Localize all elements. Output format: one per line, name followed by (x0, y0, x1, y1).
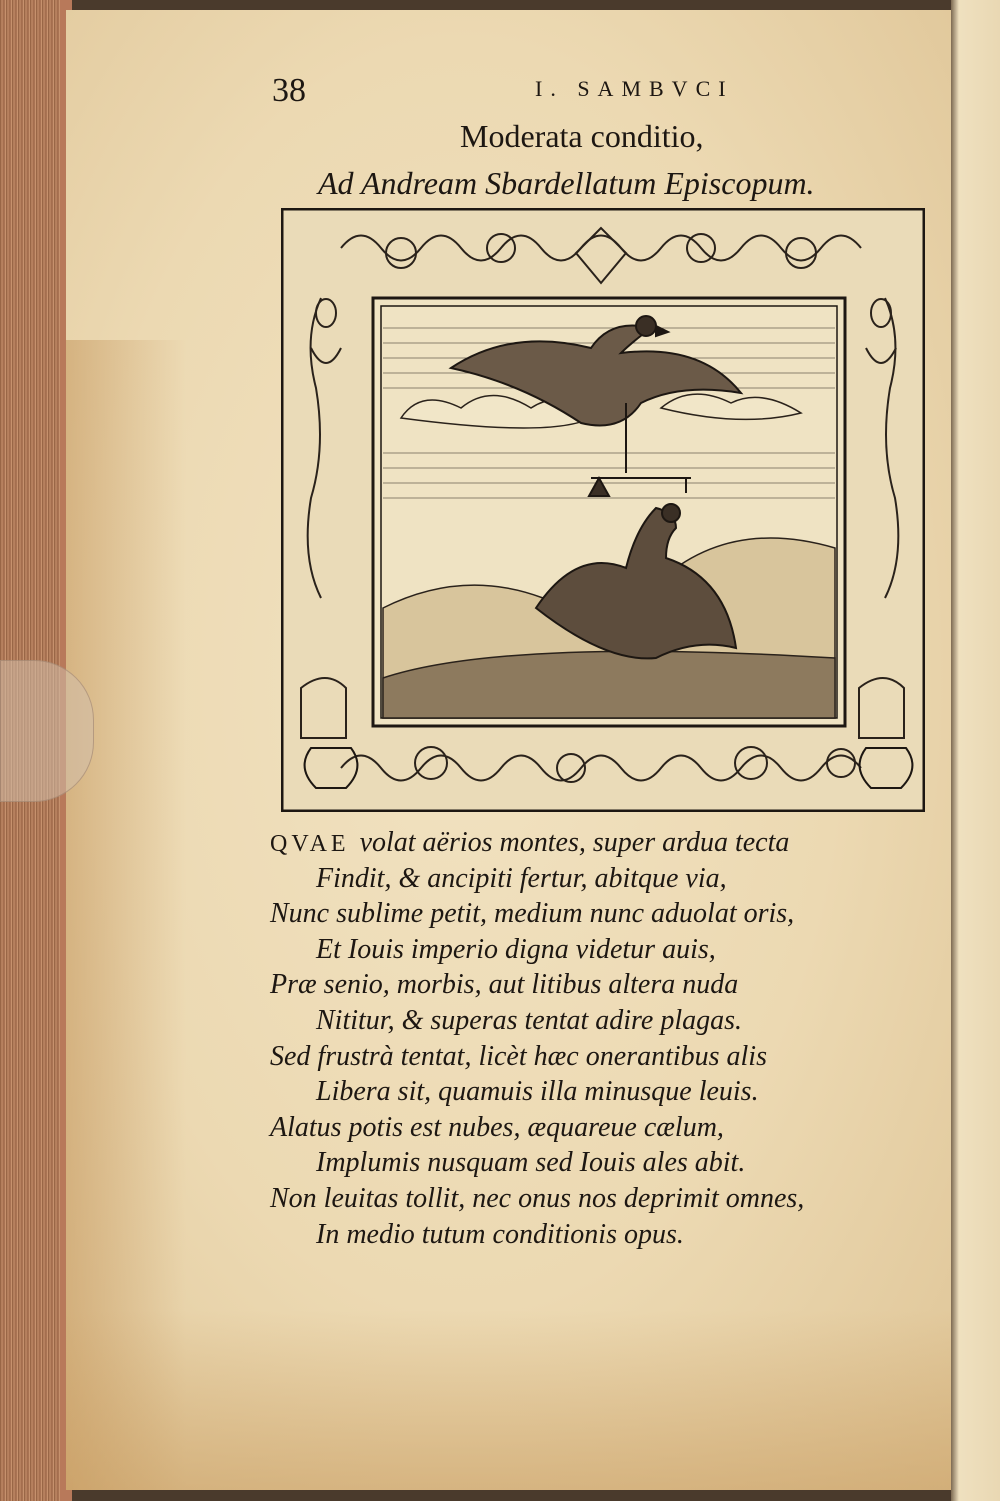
poem-line (270, 896, 920, 932)
water-stain-bottom (66, 1310, 951, 1490)
poem-line (270, 1074, 920, 1110)
emblem-title: Moderata conditio, (460, 118, 704, 154)
poem-line-text: Findit, & ancipiti fertur, abitque via, (316, 862, 727, 894)
poem-line-text: Sed frustrà tentat, licèt hæc onerantibus alis (270, 1040, 767, 1072)
poem-line (270, 1217, 920, 1253)
poem (270, 825, 920, 1252)
poem-line (270, 825, 920, 861)
poem-line-text: Nunc sublime petit, medium nunc aduolat oris, (270, 898, 795, 930)
poem-line (270, 932, 920, 968)
page-number: 38 (272, 72, 306, 109)
poem-line (270, 967, 920, 1003)
poem-line (270, 1039, 920, 1075)
poem-line-text: Alatus potis est nubes, æquareue cælum, (270, 1111, 724, 1143)
running-head: I. SAMBVCI (535, 76, 734, 101)
poem-line-text: Et Iouis imperio digna videtur auis, (316, 933, 716, 965)
facing-page-edge (951, 0, 1000, 1501)
poem-line (270, 1003, 920, 1039)
poem-line-text: Non leuitas tollit, nec onus nos deprimit omnes, (270, 1182, 805, 1214)
poem-line (270, 1181, 920, 1217)
poem-line (270, 861, 920, 897)
poem-line-text: Libera sit, quamuis illa minusque leuis. (316, 1076, 759, 1108)
poem-line-text: Implumis nusquam sed Iouis ales abit. (316, 1147, 746, 1179)
poem-line-text: Nititur, & superas tentat adire plagas. (316, 1004, 742, 1036)
poem-line-text: Præ senio, morbis, aut litibus altera nuda (270, 969, 739, 1001)
initial-word: QVAE (270, 831, 360, 857)
woodcut-illustration (281, 208, 925, 812)
poem-line-text: volat aërios montes, super ardua tecta (359, 827, 790, 858)
poem-line (270, 1110, 920, 1146)
poem-line-text: In medio tutum conditionis opus. (316, 1218, 684, 1250)
poem-line (270, 1145, 920, 1181)
emblem-dedication: Ad Andream Sbardellatum Episcopum. (318, 165, 815, 201)
